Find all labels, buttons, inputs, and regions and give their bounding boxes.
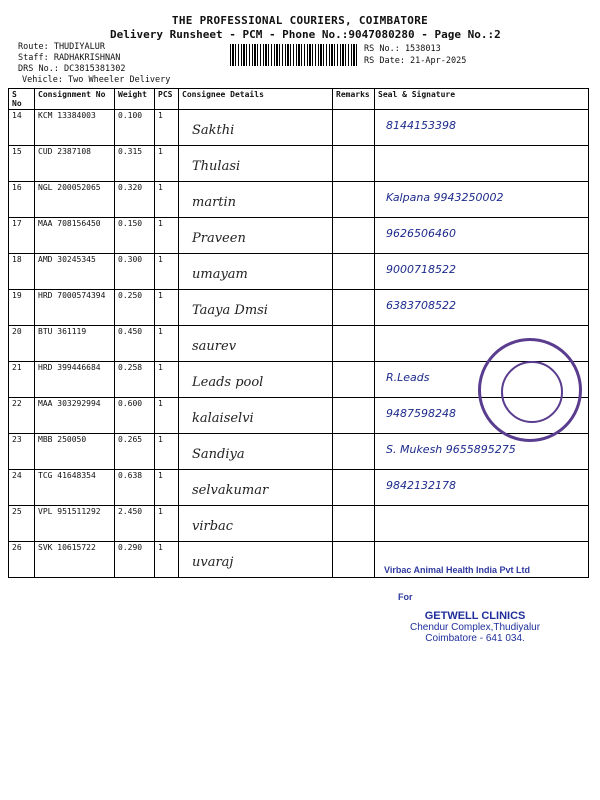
cell-remarks [333,182,375,218]
col-consignment: Consignment No [35,89,115,110]
cell-pcs: 1 [155,218,179,254]
cell-pcs: 1 [155,290,179,326]
consignee-signature: selvakumar [192,483,269,498]
col-pcs: PCS [155,89,179,110]
cell-consignment: AMD 30245345 [35,254,115,290]
cell-remarks [333,218,375,254]
cell-weight: 0.315 [115,146,155,182]
cell-consignee [179,290,333,326]
consignee-signature: Sakthi [192,123,235,138]
drs-number: DRS No.: DC3815381302 [18,64,126,74]
cell-pcs: 1 [155,254,179,290]
cell-consignment: MAA 708156450 [35,218,115,254]
table-row [9,254,589,290]
clinic-name: GETWELL CLINICS [424,610,526,622]
cell-pcs: 1 [155,470,179,506]
runsheet-subtitle: Delivery Runsheet - PCM - Phone No.:9047080280 - Page No.:2 [110,28,501,41]
cell-consignee [179,110,333,146]
seal-signature: 9000718522 [386,263,456,276]
consignee-signature: Leads pool [192,375,264,390]
cell-remarks [333,362,375,398]
cell-pcs: 1 [155,362,179,398]
rs-date: RS Date: 21-Apr-2025 [364,56,467,66]
seal-signature: R.Leads [386,371,430,384]
table-row [9,218,589,254]
table-row [9,182,589,218]
cell-sno: 21 [9,362,35,398]
cell-pcs: 1 [155,110,179,146]
virbac-stamp: Virbac Animal Health India Pvt Ltd [384,565,531,575]
cell-sno: 23 [9,434,35,470]
runsheet-table [8,88,589,578]
cell-consignee [179,470,333,506]
cell-consignment: BTU 361119 [35,326,115,362]
cell-consignment: NGL 200052065 [35,182,115,218]
cell-weight: 0.100 [115,110,155,146]
cell-weight: 0.265 [115,434,155,470]
clinic-stamp [410,610,540,644]
table-row [9,506,589,542]
route-text: Route: THUDIYALUR [18,42,105,52]
seal-signature: S. Mukesh 9655895275 [386,443,516,456]
cell-seal [375,506,589,542]
col-weight: Weight [115,89,155,110]
cell-weight: 0.250 [115,290,155,326]
cell-seal [375,110,589,146]
cell-consignee [179,506,333,542]
seal-signature: Kalpana 9943250002 [386,191,504,204]
cell-weight: 0.150 [115,218,155,254]
cell-pcs: 1 [155,326,179,362]
col-seal: Seal & Signature [375,89,589,110]
cell-consignment: KCM 13384003 [35,110,115,146]
cell-pcs: 1 [155,542,179,578]
cell-sno: 17 [9,218,35,254]
cell-consignment: HRD 7000574394 [35,290,115,326]
cell-weight: 0.600 [115,398,155,434]
table-row [9,290,589,326]
col-remarks: Remarks [333,89,375,110]
cell-seal [375,146,589,182]
consignee-signature: martin [192,195,237,210]
cell-consignee [179,182,333,218]
cell-seal [375,218,589,254]
cell-remarks [333,290,375,326]
cell-sno: 16 [9,182,35,218]
cell-seal [375,254,589,290]
cell-sno: 24 [9,470,35,506]
vehicle-text: Vehicle: Two Wheeler Delivery [22,75,171,85]
cell-consignment: VPL 951511292 [35,506,115,542]
consignee-signature: saurev [192,339,237,354]
clinic-address-2: Coimbatore - 641 034. [425,633,525,644]
seal-signature: 9487598248 [386,407,456,420]
seal-signature: 6383708522 [386,299,456,312]
consignee-signature: kalaiselvi [192,411,254,426]
cell-consignee [179,398,333,434]
cell-consignee [179,542,333,578]
cell-remarks [333,470,375,506]
cell-consignment: CUD 2387108 [35,146,115,182]
table-header-row [9,89,589,110]
col-consignee: Consignee Details [179,89,333,110]
consignee-signature: uvaraj [192,555,234,570]
cell-sno: 25 [9,506,35,542]
cell-remarks [333,542,375,578]
cell-remarks [333,398,375,434]
cell-sno: 14 [9,110,35,146]
table-row [9,470,589,506]
company-title: THE PROFESSIONAL COURIERS, COIMBATORE [171,14,429,27]
cell-weight: 0.638 [115,470,155,506]
table-row [9,110,589,146]
cell-sno: 19 [9,290,35,326]
cell-seal [375,290,589,326]
seal-signature: 9626506460 [386,227,456,240]
for-label: For [398,592,413,602]
cell-weight: 0.300 [115,254,155,290]
cell-consignment: TCG 41648354 [35,470,115,506]
rs-number: RS No.: 1538013 [364,44,441,54]
cell-pcs: 1 [155,506,179,542]
cell-weight: 0.258 [115,362,155,398]
cell-remarks [333,326,375,362]
consignee-signature: Praveen [192,231,246,246]
cell-pcs: 1 [155,398,179,434]
cell-sno: 15 [9,146,35,182]
table-row [9,146,589,182]
clinic-address-1: Chendur Complex,Thudiyalur [410,622,541,633]
cell-pcs: 1 [155,182,179,218]
cell-consignee [179,254,333,290]
cell-weight: 2.450 [115,506,155,542]
cell-remarks [333,506,375,542]
cell-sno: 20 [9,326,35,362]
cell-consignment: MAA 303292994 [35,398,115,434]
barcode [230,44,358,66]
cell-consignee [179,146,333,182]
cell-seal [375,182,589,218]
cell-remarks [333,146,375,182]
consignee-signature: umayam [192,267,248,282]
cell-consignee [179,434,333,470]
table-row [9,434,589,470]
cell-sno: 26 [9,542,35,578]
cell-consignee [179,218,333,254]
cell-consignment: HRD 399446684 [35,362,115,398]
cell-pcs: 1 [155,146,179,182]
cell-seal [375,470,589,506]
cell-weight: 0.320 [115,182,155,218]
seal-signature: 9842132178 [386,479,456,492]
consignee-signature: Sandiya [192,447,245,462]
consignee-signature: virbac [192,519,234,534]
cell-consignee [179,362,333,398]
cell-weight: 0.450 [115,326,155,362]
seal-signature: 8144153398 [386,119,456,132]
cell-pcs: 1 [155,434,179,470]
cell-consignment: MBB 250050 [35,434,115,470]
cell-consignee [179,326,333,362]
cell-remarks [333,254,375,290]
cell-remarks [333,434,375,470]
cell-seal [375,434,589,470]
consignee-signature: Thulasi [192,159,241,174]
cell-remarks [333,110,375,146]
cell-weight: 0.290 [115,542,155,578]
round-stamp [478,338,582,442]
cell-sno: 22 [9,398,35,434]
consignee-signature: Taaya Dmsi [192,303,268,318]
cell-sno: 18 [9,254,35,290]
staff-text: Staff: RADHAKRISHNAN [18,53,121,63]
cell-consignment: SVK 10615722 [35,542,115,578]
col-sno: S No [9,89,35,110]
